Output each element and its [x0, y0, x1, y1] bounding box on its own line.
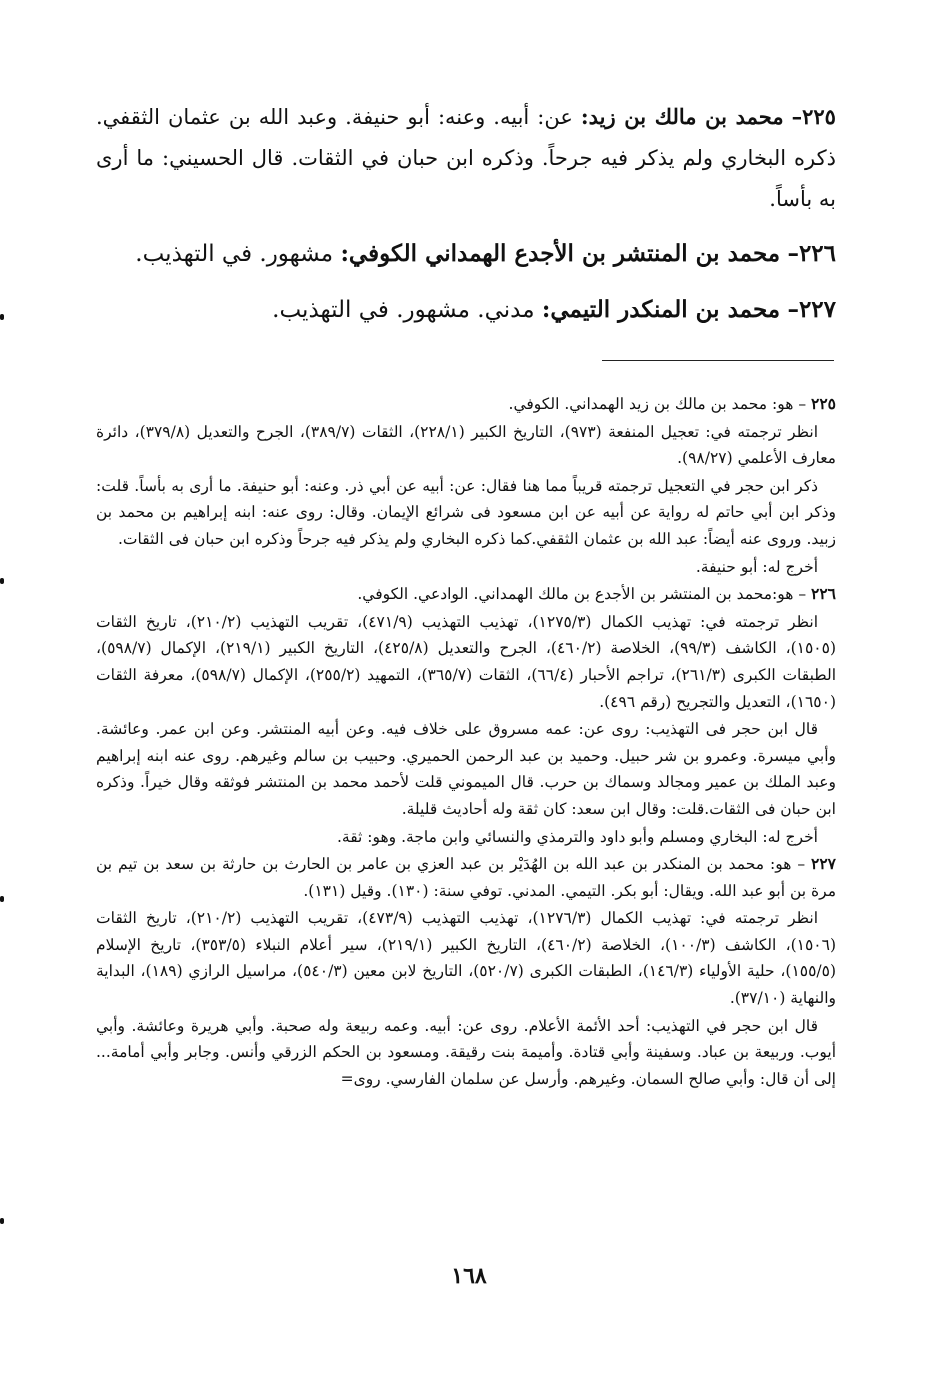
- footnote-text: قال ابن حجر فى التهذيب: روى عن: عمه مسروق على خلاف فيه. وعن أبيه المنتشر. وعن ابن عمر. وعائشة. وأبي ميسرة. وعمرو بن شر حبيل. وحميد بن عبد الرحمن الحميري. وحبيب بن سالم وغيرهم. روى عنه ابنه إبراهيم وعبد الملك بن عمير ومجالد وسماك بن حرب. قال الميموني قلت لأحمد محمد بن المنتشر فوثقه وقال خيراً. وذكره ابن حبان فى الثقات.قلت: وقال ابن سعد: كان ثقة وله أحاديث قليلة.: [96, 720, 836, 818]
- entry-number: ٢٢٧–: [787, 296, 836, 323]
- footnote-text: ذكر ابن حجر في التعجيل ترجمته قريباً مما هنا فقال: عن: أبيه عن أبي ذر. وعنه: أبو حنيفة. ما أرى به بأساً. قلت: وذكر ابن أبي حاتم له رواية عن أبيه عن ابن مسعود فى شرائع الإيمان. وقال: روى عنه: ابنه إبراهيم بن محمد بن زبيد. وروى عنه أيضاً: عبد الله بن عثمان الثقفي.كما ذكره البخاري ولم يذكر فيه جرحاً وذكره ابن حبان فى الثقات.: [96, 476, 836, 548]
- footnote-226-note: [96, 716, 836, 822]
- entry-227: [96, 282, 836, 338]
- entry-name: محمد بن مالك بن زيد:: [580, 104, 784, 129]
- main-text: [96, 96, 836, 338]
- footnote-number: ٢٢٦: [811, 584, 836, 604]
- entry-name: محمد بن المنكدر التيمي:: [541, 296, 781, 323]
- footnote-text: – هو: محمد بن مالك بن زيد الهمداني. الكوفي.: [508, 395, 812, 413]
- footnote-225-sources: [96, 419, 836, 472]
- entry-number: ٢٢٥–: [791, 104, 836, 129]
- footnote-separator: [602, 360, 834, 361]
- footnote-text: أخرج له: أبو حنيفة.: [695, 557, 818, 576]
- entry-text: مشهور. في التهذيب.: [135, 241, 334, 267]
- footnote-number: ٢٢٥: [811, 394, 836, 413]
- entry-name: محمد بن المنتشر بن الأجدع الهمداني الكوفي:: [340, 240, 781, 267]
- footnote-226-sources: [96, 609, 836, 715]
- footnote-text: أخرج له: البخاري ومسلم وأبو داود والترمذي والنسائي وابن ماجة. وهو: ثقة.: [336, 827, 818, 846]
- footnote-text: انظر ترجمته في: تهذيب الكمال (١٢٧٦/٣)، تهذيب التهذيب (٤٧٣/٩)، تقريب التهذيب (٢١٠/٢)، تاريخ الثقات (١٥٠٦)، الكاشف (١٠٠/٣)، الخلاصة (٤٦٠/٢)، التاريخ الكبير (٢١٩/١)، سير أعلام النبلاء (٣٥٣/٥)، تاريخ الإسلام (١٥٥/٥)، حلية الأولياء (١٤٦/٣)، الطبقات الكبرى (٥٢٠/٧)، التاريخ لابن معين (٥٤٠/٣)، مراسيل الرازي (١٨٩)، البداية والنهاية (٣٧/١٠).: [96, 909, 837, 1008]
- footnote-225-note: [96, 473, 836, 553]
- entry-225: [96, 96, 836, 220]
- scan-edge-mark: [0, 896, 4, 902]
- entry-226: [96, 226, 836, 282]
- entry-text: مدني. مشهور. في التهذيب.: [272, 297, 535, 323]
- footnote-227-heading: [96, 851, 836, 904]
- footnotes: [96, 391, 836, 1093]
- scan-edge-mark: [0, 578, 4, 584]
- footnote-225-heading: [96, 391, 836, 418]
- footnote-number: ٢٢٧: [811, 854, 836, 874]
- footnote-text: – هو:محمد بن المنتشر بن الأجدع بن مالك الهمداني. الوادعي. الكوفي.: [357, 585, 812, 604]
- footnote-text: انظر ترجمته في: تعجيل المنفعة (٩٧٣)، التاريخ الكبير (٢٢٨/١)، الثقات (٣٨٩/٧)، الجرح والتعديل (٣٧٩/٨)، دائرة معارف الأعلمي (٩٨/٢٧).: [96, 422, 836, 468]
- footnote-226-heading: [96, 581, 836, 608]
- scan-edge-mark: [0, 314, 4, 320]
- scan-edge-mark: [0, 1218, 4, 1224]
- entry-text: عن: أبيه. وعنه: أبو حنيفة. وعبد الله بن عثمان الثقفي. ذكره البخاري ولم يذكر فيه جرحاً. وذكره ابن حبان في الثقات. قال الحسيني: ما أرى به بأساً.: [96, 105, 836, 211]
- entry-number: ٢٢٦–: [787, 240, 836, 267]
- footnote-text: – هو: محمد بن المنكدر بن عبد الله بن الهُدَيْر بن عبد العزي بن عامر بن الحارث بن حارثة بن سعد بن تيم بن مرة بن أبو عبد الله. ويقال: أبو بكر. التيمي. المدني. توفي سنة: (١٣٠). وقيل (١٣١).: [96, 855, 836, 900]
- footnote-text: قال ابن حجر في التهذيب: أحد الأئمة الأعلام. روى عن: أبيه. وعمه ربيعة وله صحبة. وأبي هريرة وعائشة. وأبي أيوب. وربيعة بن عباد. وسفينة وأبي قتادة. وأميمة بنت رقيقة. ومسعود بن الحكم الزرقي وأنس. وجابر وأبي أمامة... إلى أن قال: وأبي صالح السمان. وغيرهم. وأرسل عن سلمان الفارسي. روى=: [96, 1016, 836, 1088]
- footnote-226-takhrij: [96, 824, 836, 851]
- footnote-227-sources: [96, 905, 836, 1011]
- footnote-text: انظر ترجمته في: تهذيب الكمال (١٢٧٥/٣)، تهذيب التهذيب (٤٧١/٩)، تقريب التهذيب (٢١٠/٢)، تاريخ الثقات (١٥٠٥)، الكاشف (٩٩/٣)، الخلاصة (٤٦٠/٢)، الجرح والتعديل (٤٢٥/٨)، التاريخ الكبير (٢١٩/١)، الإكمال (٥٩٨/٧)، الطبقات الكبرى (٢٦١/٣)، تراجم الأحبار (٦٦/٤)، الثقات (٣٦٥/٧)، التمهيد (٢٥٥/٢)، الإكمال (٥٩٨/٧)، معرفة الثقات (١٦٥٠)، التعديل والتجريح (رقم ٤٩٦).: [96, 612, 837, 711]
- page-number: ١٦٨: [451, 1263, 487, 1289]
- footnote-225-takhrij: [96, 554, 836, 581]
- footnote-227-note: [96, 1013, 836, 1093]
